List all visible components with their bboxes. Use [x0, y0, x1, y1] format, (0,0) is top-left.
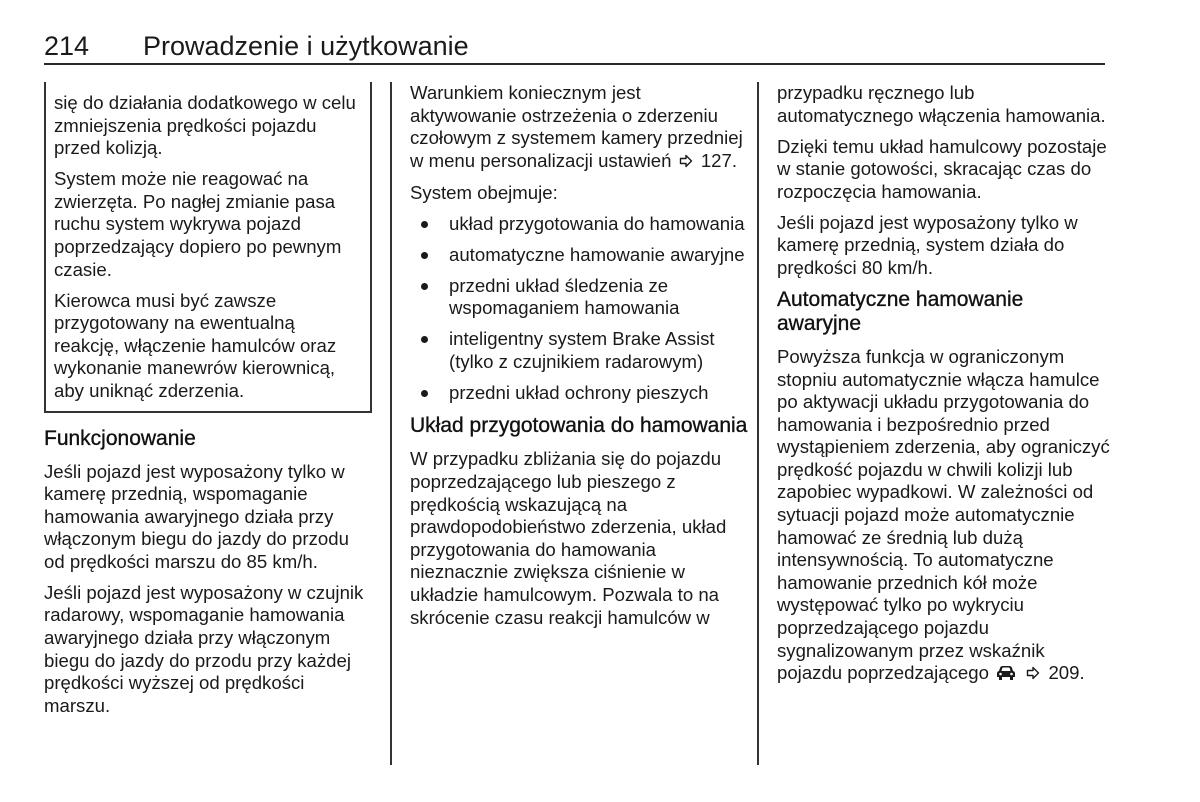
page-title: Prowadzenie i użytkowanie: [143, 31, 469, 61]
final-text: Powyższa funkcja w ograniczonym stopniu automatycznie włącza hamulce po aktywacji układu przygotowania do hamowania i bezpośrednio przed wystąpieniem zderzenia, aby ograniczyć prędkość pojazdu w chwili kolizji lub zapobiec wypadkowi. W zależności od sytuacji pojazd może automatycznie hamować ze średnią lub dużą intensywnością. To automatyczne hamowanie przednich kół może występować tylko po wykryciu poprzedzającego pojazdu sygnalizowanym przez wskaźnik pojazdu poprzedzającego: [777, 345, 1110, 684]
list-item: układ przygotowania do hamowania: [410, 213, 750, 236]
page-reference-link[interactable]: 127.: [700, 149, 738, 171]
cross-reference-arrow-icon: [1026, 663, 1040, 686]
cross-reference-arrow-icon: [679, 151, 693, 174]
column-divider: [757, 82, 759, 765]
intro-text: Warunkiem koniecznym jest aktywowanie ostrzeżenia o zderzeniu czołowym z systemem kamery przedniej w menu personalizacji ustawień: [410, 82, 743, 171]
list-item: automatyczne hamowanie awaryjne: [410, 244, 750, 267]
list-intro: System obejmuje:: [410, 181, 558, 203]
bullet-icon: [421, 221, 428, 228]
section-heading-uklad-przygotowania: Układ przygotowania do hamowania: [410, 414, 748, 438]
feature-list: [410, 213, 750, 405]
body-paragraph: Jeśli pojazd jest wyposażony w czujnik radarowy, wspomaganie hamowania awaryjnego działa przy włączonym biegu do jazdy do przodu przy każdej prędkości wyższej od prędkości marszu.: [44, 581, 364, 716]
page-number: 214: [44, 31, 90, 61]
column-3: [777, 82, 1112, 695]
section-heading-funkcjonowanie: Funkcjonowanie: [44, 426, 196, 450]
body-paragraph: Dzięki temu układ hamulcowy pozostaje w stanie gotowości, skracając czas do rozpoczęcia hamowania.: [777, 135, 1107, 202]
warning-note-box: [44, 82, 372, 413]
bullet-icon: [421, 283, 428, 290]
list-item: przedni układ ochrony pieszych: [410, 382, 750, 405]
column-1: [44, 82, 372, 726]
body-paragraph: W przypadku zbliżania się do pojazdu poprzedzającego lub pieszego z prędkością wskazującą na prawdopodobieństwo zderzenia, układ przygotowania do hamowania nieznacznie zwiększa ciśnienie w układzie hamulcowym. Pozwala to na skrócenie czasu reakcji hamulców w: [410, 448, 727, 628]
section-heading-automatyczne-hamowanie: Automatyczne hamowanie awaryjne: [777, 287, 1024, 335]
body-paragraph: [777, 346, 1112, 687]
bullet-icon: [421, 252, 428, 259]
bullet-icon: [421, 336, 428, 343]
list-item: przedni układ śledzenia ze wspomaganiem hamowania: [410, 275, 750, 320]
body-paragraph: przypadku ręcznego lub automatycznego włączenia hamowania.: [777, 82, 1106, 126]
body-paragraph: Jeśli pojazd jest wyposażony tylko w kamerę przednią, wspomaganie hamowania awaryjnego działa przy włączonym biegu do jazdy do przodu od prędkości marszu do 85 km/h.: [44, 460, 349, 572]
vehicle-ahead-indicator-icon: [996, 664, 1016, 687]
page-header: [44, 28, 1105, 65]
note-paragraph: System może nie reagować na zwierzęta. Po nagłej zmianie pasa ruchu system wykrywa pojazd poprzedzający dopiero po pewnym czasie.: [54, 168, 342, 280]
note-paragraph: się do działania dodatkowego w celu zmniejszenia prędkości pojazdu przed kolizją.: [54, 92, 356, 159]
note-paragraph: Kierowca musi być zawsze przygotowany na ewentualną reakcję, włączenie hamulców oraz wykonanie manewrów kierownicą, aby uniknąć zderzenia.: [54, 289, 337, 401]
list-item: inteligentny system Brake Assist (tylko z czujnikiem radarowym): [410, 328, 750, 373]
intro-paragraph: [410, 82, 750, 173]
body-paragraph: Jeśli pojazd jest wyposażony tylko w kamerę przednią, system działa do prędkości 80 km/h.: [777, 211, 1078, 278]
column-2: [410, 82, 750, 638]
page-reference-link[interactable]: 209.: [1048, 662, 1085, 684]
column-divider: [390, 82, 392, 765]
bullet-icon: [421, 390, 428, 397]
